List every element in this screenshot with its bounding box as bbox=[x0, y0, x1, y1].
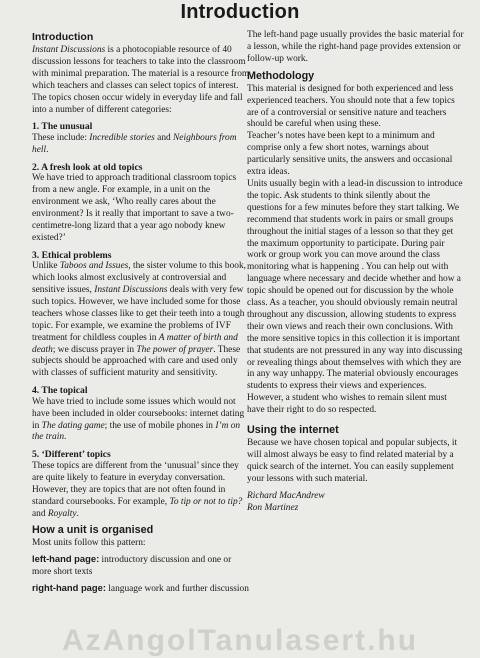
unit-left-page-item: left-hand page: introductory discussion and one or more short texts bbox=[32, 553, 232, 578]
internet-text: Because we have chosen topical and popular subjects, it will almost always be easy to find related material by a quick search of the internet. You can easily supplement your lessons with such material. bbox=[247, 438, 458, 484]
methodology-heading: Methodology bbox=[247, 69, 315, 82]
methodology-paragraph-3: Units usually begin with a lead-in discussion to introduce the topic. Ask students to think silently about the questions for a few minutes before they start talking. We recommend that students work in pairs or small groups throughout the initial stages of a lesson so that they get the maximum opportunity to participate. During pair work or group work you can move around the class monitoring what is happening . You can help out with language where necessary and decide whether and how a topic should be opened out for discussion by the whole class. As a teacher, you should obviously remain neutral throughout any discussion, allowing students to express their own views and reach their own conclusions. With the more sensitive topics in this collection it is important that students are not pressured in any way into discussing or revealing things about themselves with which they are in any way unhappy. The material obviously encourages students to express their views and experiences. However, a student who wishes to remain silent must have their right to do so respected. bbox=[247, 178, 463, 416]
section-different-text: These topics are different from the ‘unusual’ since they are quite likely to feature in everyday conversation. However, they are topics that are not often found in standard coursebooks. For example, To tip or not to tip? and Royalty. bbox=[32, 460, 243, 519]
page-title: Introduction bbox=[180, 1, 300, 23]
intro-paragraph: Instant Discussions is a photocopiable resource of 40 discussion lessons for teachers to take into the classroom with minimal preparation. The material is a resource from which teachers and classes can select topics of interest. The topics chosen occur widely in everyday life and fall into a number of different categories: bbox=[32, 45, 250, 115]
author-name-2: Ron Martinez bbox=[247, 502, 299, 513]
methodology-paragraph-1: This material is designed for both experienced and less experienced teachers. You should note that a few topics are of a controversial or sensitive nature and teachers should be careful when using these. bbox=[247, 83, 455, 130]
section-fresh-look-heading: 2. A fresh look at old topics bbox=[32, 161, 143, 173]
right-column bbox=[247, 30, 465, 515]
internet-heading: Using the internet bbox=[247, 424, 339, 437]
section-topical-text: We have tried to include some issues which would not have been included in older coursebooks: internet dating in The dating game; the use of mobile phones in I’m on the train. bbox=[32, 396, 245, 443]
author-name-1: Richard MacAndrew bbox=[247, 490, 325, 501]
section-topical-heading: 4. The topical bbox=[32, 385, 88, 397]
section-ethical-heading: 3. Ethical problems bbox=[32, 249, 112, 261]
unit-pattern-intro: Most units follow this pattern: bbox=[32, 538, 146, 549]
section-different-heading: 5. ‘Different’ topics bbox=[32, 449, 111, 461]
page-structure-text: The left-hand page usually provides the basic material for a lesson, while the right-hand page provides extension or follow-up work. bbox=[247, 30, 464, 64]
intro-heading: Introduction bbox=[32, 31, 94, 43]
section-unusual-heading: 1. The unusual bbox=[32, 121, 93, 133]
section-fresh-look-text: We have tried to approach traditional classroom topics from a new angle. For example, in a unit on the environment we ask, ‘Who really cares about the environment? Is it really that important to save a two-centimetre-long lizard that a year ago nobody knew existed?’ bbox=[32, 173, 237, 243]
unit-right-page-item: right-hand page: language work and further discussion bbox=[32, 582, 249, 595]
left-column bbox=[32, 30, 250, 596]
section-unusual-text: These include: Incredible stories and Neighbours from hell. bbox=[32, 132, 237, 155]
footer-watermark: AzAngolTanulasert.hu bbox=[61, 624, 419, 657]
unit-organisation-heading: How a unit is organised bbox=[32, 524, 154, 537]
section-ethical-text: Unlike Taboos and Issues, the sister volume to this book, which looks almost exclusively at controversial and sensitive issues, Instant Discussions deals with very few such topics. However, we have included some for those teachers whose classes like to get their teeth into a tough topic. For example, we examine the problems of IVF treatment for childless couples in A matter of birth and death; we discuss prayer in The power of prayer. These subjects should be approached with care and used only with classes of sufficient maturity and sensitivity. bbox=[32, 261, 246, 379]
methodology-paragraph-2: Teacher’s notes have been kept to a minimum and comprise only a few short notes, warnings about particularly sensitive units, the answers and occasional extra ideas. bbox=[247, 131, 453, 178]
